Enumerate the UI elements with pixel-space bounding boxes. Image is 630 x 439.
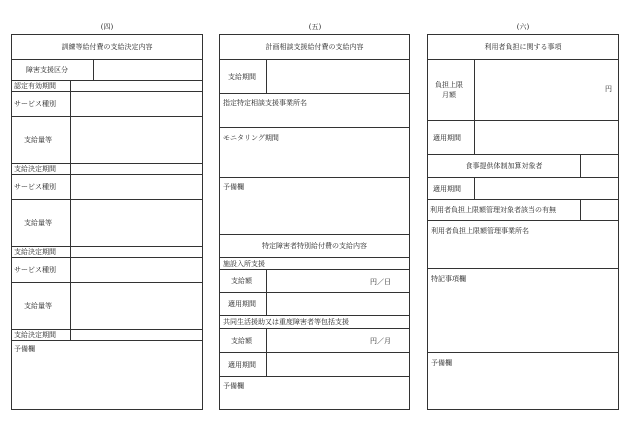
panel5-title: [220, 35, 409, 60]
amount-label: 支給量等: [24, 302, 52, 310]
decision-period-value: [70, 247, 202, 257]
burden-period-value: [474, 121, 618, 154]
yen-unit: 円: [605, 85, 612, 93]
service-type-value: [70, 175, 202, 199]
monitoring-period-label: モニタリング期間: [223, 134, 279, 142]
burden-limit-value: [474, 60, 618, 120]
facility-support-row: [220, 258, 409, 270]
decision-period-label: 支給決定期間: [14, 165, 56, 173]
payment-period-row: [220, 60, 409, 94]
amount-row-3: [12, 283, 202, 330]
group-home-amount-value: [266, 329, 409, 352]
mgmt-office-row: [428, 221, 618, 269]
panel6-title-text: 利用者負担に関する事項: [484, 43, 562, 51]
decision-period-label: 支給決定期間: [14, 248, 56, 256]
column-header-5: (五): [308, 23, 322, 31]
payment-amount-label: 支給額: [231, 336, 252, 345]
meal-addition-label: 食事提供体制加算対象者: [465, 162, 543, 170]
panel5-title-text: 計画相談支援給付費の支給内容: [265, 43, 364, 51]
remarks-row-5b: [220, 377, 409, 411]
panel-training-benefits: [11, 34, 203, 410]
group-home-period-row: [220, 353, 409, 377]
amount-label: 支給量等: [24, 219, 52, 227]
service-type-label: サービス種別: [14, 100, 56, 108]
amount-value: [70, 117, 202, 163]
service-type-label: サービス種別: [14, 183, 56, 191]
special-notes-row: [428, 269, 618, 353]
payment-amount-label: 支給額: [231, 277, 252, 285]
apply-period-label: 適用期間: [228, 300, 256, 308]
amount-row-2: [12, 200, 202, 247]
amount-value: [70, 283, 202, 329]
facility-period-value: [266, 293, 409, 315]
panel-consultation-support: [219, 34, 410, 410]
cert-period-value: [70, 81, 202, 91]
decision-period-row-1: [12, 164, 202, 175]
column-header-4: (四): [100, 23, 114, 31]
mgmt-target-value: [580, 200, 618, 220]
monitoring-period-row: [220, 128, 409, 178]
remarks-label: 予備欄: [14, 345, 35, 353]
burden-limit-row: [428, 60, 618, 121]
apply-period-label: 適用期間: [433, 184, 461, 193]
remarks-label: 予備欄: [223, 183, 244, 191]
special-benefit-title: [220, 235, 409, 258]
group-home-amount-row: [220, 329, 409, 353]
decision-period-label: 支給決定期間: [14, 331, 56, 339]
service-type-value: [70, 258, 202, 282]
amount-value: [70, 200, 202, 246]
burden-limit-text: 負担上限: [435, 81, 463, 89]
panel6-title: [428, 35, 618, 60]
facility-support-label: 施設入所支援: [223, 260, 265, 268]
designated-office-label: 指定特定相談支援事業所名: [223, 99, 307, 107]
decision-period-row-3: [12, 330, 202, 341]
service-type-row-1: [12, 92, 202, 117]
panel4-title: [12, 35, 202, 60]
apply-period-label: 適用期間: [433, 133, 461, 142]
payment-period-label: 支給期間: [228, 72, 256, 81]
designated-office-row: [220, 94, 409, 128]
remarks-row: [12, 341, 202, 411]
yen-per-day-unit: 円／日: [370, 278, 391, 286]
apply-period-label: 適用期間: [228, 360, 256, 369]
cert-period-row: [12, 81, 202, 92]
remarks-row-6: [428, 353, 618, 411]
facility-amount-row: [220, 270, 409, 293]
panel4-title-text: 訓練等給付費の支給決定内容: [61, 43, 153, 51]
mgmt-target-label: 利用者負担上限額管理対象者該当の有無: [430, 206, 556, 214]
service-type-value: [70, 92, 202, 116]
meal-addition-row: [428, 155, 618, 178]
facility-amount-value: [266, 270, 409, 292]
meal-addition-value: [580, 155, 618, 177]
remarks-label: 予備欄: [431, 359, 452, 367]
special-benefit-title-text: 特定障害者特別給付費の支給内容: [262, 242, 367, 250]
cert-period-label: 認定有効期間: [14, 82, 56, 90]
remarks-row-5: [220, 178, 409, 235]
group-home-label: 共同生活援助又は重度障害者等包括支援: [223, 318, 349, 326]
disability-class-label: 障害支援区分: [26, 66, 68, 74]
amount-row-1: [12, 117, 202, 164]
burden-limit-label: [428, 60, 474, 120]
service-type-label: サービス種別: [14, 266, 56, 274]
burden-period-row: [428, 121, 618, 155]
panel-user-burden: [427, 34, 619, 410]
group-home-row: [220, 316, 409, 329]
payment-period-value: [266, 60, 409, 93]
remarks-label: 予備欄: [223, 382, 244, 390]
facility-period-row: [220, 293, 409, 316]
special-notes-label: 特記事項欄: [431, 275, 466, 283]
amount-label: 支給量等: [24, 136, 52, 144]
meal-period-row: [428, 178, 618, 200]
meal-period-value: [474, 178, 618, 199]
mgmt-target-row: [428, 200, 618, 221]
disability-class-row: [12, 60, 202, 81]
disability-class-value: [93, 60, 202, 80]
column-header-6: (六): [516, 23, 530, 31]
decision-period-value: [70, 330, 202, 340]
group-home-period-value: [266, 353, 409, 376]
mgmt-office-label: 利用者負担上限額管理事業所名: [431, 227, 529, 235]
service-type-row-3: [12, 258, 202, 283]
decision-period-value: [70, 164, 202, 174]
monthly-text: 月額: [442, 91, 456, 99]
yen-per-month-unit: 円／月: [370, 337, 391, 345]
service-type-row-2: [12, 175, 202, 200]
decision-period-row-2: [12, 247, 202, 258]
